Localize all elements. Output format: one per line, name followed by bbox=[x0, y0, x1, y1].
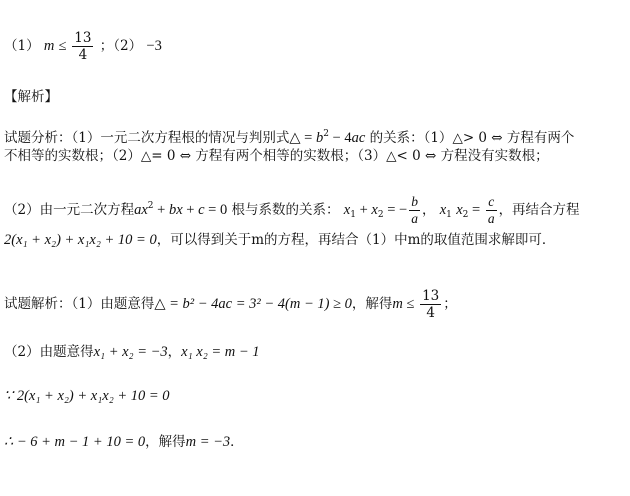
answer-fraction-den: 4 bbox=[78, 47, 88, 63]
solve-text: ，解得 bbox=[145, 434, 186, 450]
answer-part2-value: −3 bbox=[146, 38, 162, 54]
case-positive-tail: 不相等的实数根；（2） bbox=[4, 148, 141, 164]
le-sign: ≤ bbox=[402, 296, 419, 312]
fraction-b-over-a bbox=[409, 194, 420, 227]
product-of-roots: x₁ x₂ = m − 1 bbox=[181, 344, 260, 360]
case-zero: △= 0 ⇔ 方程有两个相等的实数根；（3） bbox=[140, 148, 387, 164]
var-x: x bbox=[141, 202, 148, 218]
period: ． bbox=[230, 434, 244, 450]
part2-intro: （2）由一元二次方程 bbox=[4, 202, 135, 218]
part2-line-1 bbox=[4, 194, 580, 227]
var-x2: x bbox=[371, 202, 378, 218]
equals-zero: = 0 bbox=[204, 202, 228, 218]
solution-line-1 bbox=[4, 288, 457, 321]
answer-line bbox=[4, 30, 162, 63]
solve-text: ，解得 bbox=[351, 296, 393, 312]
part2-tail: ，再结合方程 bbox=[498, 202, 580, 218]
equals-negative: = − bbox=[383, 202, 408, 218]
analysis-text: 试题分析：（1）一元二次方程根的情况与判别式 bbox=[4, 130, 290, 146]
var-m: m bbox=[392, 296, 403, 312]
answer-var-m: m bbox=[43, 38, 55, 54]
because-equation: ∵ 2(x₁ + x₂) + x₁x₂ + 10 = 0 bbox=[4, 388, 170, 404]
jiexi-heading: 【解析】 bbox=[4, 89, 58, 105]
condition-equation: 2(x₁ + x₂) + x₁x₂ + 10 = 0 bbox=[4, 232, 157, 248]
final-answer: m = −3 bbox=[185, 434, 231, 450]
subscript-2: 2 bbox=[462, 210, 469, 220]
subscript-1: 1 bbox=[350, 210, 356, 220]
case-negative: △< 0 ⇔ 方程没有实数根； bbox=[386, 148, 549, 164]
subscript-2: 2 bbox=[377, 210, 384, 220]
sum-of-roots: x₁ + x₂ = −3 bbox=[93, 344, 168, 360]
fraction-num: 13 bbox=[422, 288, 440, 304]
plus-sign: + bbox=[153, 202, 169, 218]
plus-sign: + bbox=[355, 202, 372, 218]
semicolon: ； bbox=[443, 296, 457, 312]
analysis-line-1 bbox=[4, 124, 574, 148]
var-x2: x bbox=[456, 202, 463, 218]
solution-line-3 bbox=[4, 386, 170, 406]
solution-line-4 bbox=[4, 432, 244, 452]
fraction-den: a bbox=[411, 211, 418, 226]
delta-symbol: △ = bbox=[289, 130, 316, 146]
answer-part1-label: （1） bbox=[4, 38, 40, 54]
plus-sign: + bbox=[182, 202, 199, 218]
case-positive: △> 0 ⇔ 方程有两个 bbox=[452, 130, 575, 146]
part2-line-2 bbox=[4, 230, 555, 250]
analysis-relation-text: 的关系：（1） bbox=[365, 130, 453, 146]
term-c: c bbox=[198, 202, 205, 218]
fraction-c-over-a bbox=[486, 194, 497, 227]
fraction-num: b bbox=[411, 194, 418, 209]
fraction-den: 4 bbox=[426, 305, 435, 321]
term-bx: bx bbox=[168, 202, 183, 218]
answer-fraction bbox=[72, 30, 93, 63]
solution-part2-intro: （2）由题意得 bbox=[4, 344, 94, 360]
var-x1: x bbox=[343, 202, 351, 218]
solution-line-2 bbox=[4, 342, 260, 362]
square-exponent: 2 bbox=[147, 201, 154, 211]
subscript-1: 1 bbox=[446, 210, 452, 220]
equals-sign: = bbox=[468, 202, 484, 218]
var-b: b bbox=[315, 130, 324, 146]
discriminant-inequality: △ = b² − 4ac = 3² − 4(m − 1) ≥ 0 bbox=[154, 296, 352, 312]
answer-fraction-num: 13 bbox=[74, 30, 92, 46]
comma: ， bbox=[421, 202, 436, 218]
fraction-den: a bbox=[487, 211, 495, 226]
solution-fraction bbox=[420, 288, 441, 321]
part2-method-text: ，可以得到关于m的方程，再结合（1）中m的取值范围求解即可． bbox=[156, 232, 556, 248]
solution-intro: 试题解析：（1）由题意得 bbox=[4, 296, 155, 312]
minus-four: − 4 bbox=[328, 130, 352, 146]
square-exponent: 2 bbox=[323, 129, 329, 139]
var-x1: x bbox=[439, 202, 447, 218]
answer-separator: ；（2） bbox=[99, 38, 143, 54]
therefore-equation: ∴ − 6 + m − 1 + 10 = 0 bbox=[4, 434, 146, 450]
coef-a: a bbox=[134, 202, 142, 218]
fraction-num: c bbox=[486, 194, 497, 211]
answer-le-sign: ≤ bbox=[58, 38, 71, 54]
vieta-intro: 根与系数的关系： bbox=[227, 202, 340, 218]
analysis-line-2 bbox=[4, 146, 549, 166]
var-ac: ac bbox=[351, 130, 366, 146]
comma: ， bbox=[167, 344, 182, 360]
